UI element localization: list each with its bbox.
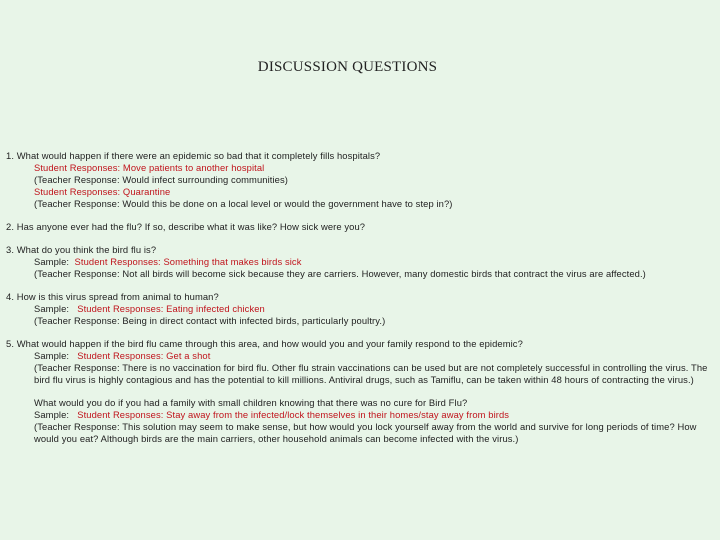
question-text: 3. What do you think the bird flu is? — [6, 244, 157, 255]
question-text: 2. Has anyone ever had the flu? If so, describe what it was like? How sick were you? — [6, 221, 366, 232]
teacher-response: (Teacher Response: Would infect surrounding communities) — [34, 174, 288, 185]
teacher-response: (Teacher Response: This solution may seem to make sense, but how would you lock yourself away from the world and survive for long periods of time? How would you eat? Although birds are the main carriers, other household animals can become infected with the virus.) — [34, 421, 697, 444]
question-3 — [6, 244, 716, 280]
student-response: Student Responses: Eating infected chicken — [77, 303, 265, 314]
question-4 — [6, 291, 716, 327]
student-response: Student Responses: Quarantine — [34, 186, 171, 197]
sample-line — [6, 256, 716, 268]
question-6 — [6, 397, 716, 445]
teacher-response: (Teacher Response: There is no vaccination for bird flu. Other flu strain vaccinations can be used but are not completely successful in controlling the virus. The bird flu virus is highly contagious and has the potential to kill millions. Antiviral drugs, such as Tamiflu, can be taken within 48 hours of contracting the virus.) — [34, 362, 708, 385]
sample-label: Sample: — [34, 303, 70, 314]
question-text: 1. What would happen if there were an epidemic so bad that it completely fills hospitals? — [6, 150, 381, 161]
page-title: DISCUSSION QUESTIONS — [257, 59, 438, 75]
teacher-response: (Teacher Response: Not all birds will become sick because they are carriers. However, many domestic birds that contract the virus are affected.) — [34, 268, 646, 279]
question-1 — [6, 150, 716, 210]
sample-label: Sample: — [34, 256, 70, 267]
teacher-response: (Teacher Response: Would this be done on a local level or would the government have to step in?) — [34, 198, 453, 209]
question-text: 5. What would happen if the bird flu came through this area, and how would you and your family respond to the epidemic? — [6, 338, 523, 349]
sample-line — [6, 350, 716, 362]
question-text: What would you do if you had a family with small children knowing that there was no cure for Bird Flu? — [34, 397, 468, 408]
student-response: Student Responses: Stay away from the infected/lock themselves in their homes/stay away from birds — [77, 409, 510, 420]
sample-line — [6, 303, 716, 315]
questions-list — [6, 150, 716, 456]
question-2 — [6, 221, 716, 233]
sample-label: Sample: — [34, 350, 70, 361]
sample-line — [34, 409, 716, 421]
student-response: Student Responses: Something that makes birds sick — [74, 256, 302, 267]
student-response: Student Responses: Move patients to another hospital — [34, 162, 265, 173]
question-text: 4. How is this virus spread from animal to human? — [6, 291, 219, 302]
sample-label: Sample: — [34, 409, 70, 420]
teacher-response: (Teacher Response: Being in direct contact with infected birds, particularly poultry.) — [34, 315, 386, 326]
question-5 — [6, 338, 716, 386]
student-response: Student Responses: Get a shot — [77, 350, 211, 361]
